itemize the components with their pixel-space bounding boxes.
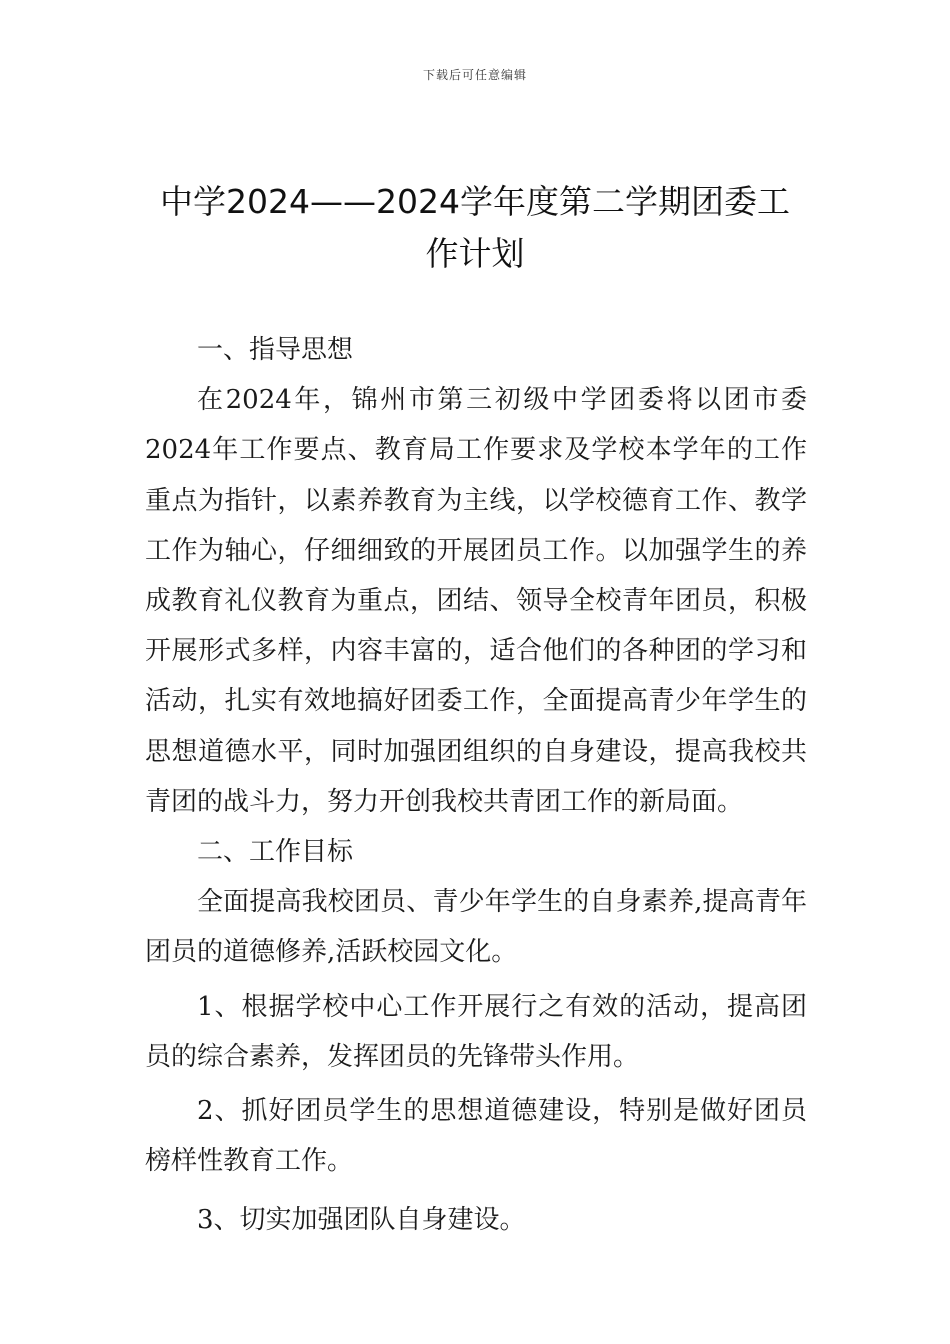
goal-item-1: 1、根据学校中心工作开展行之有效的活动，提高团员的综合素养，发挥团员的先锋带头作用。 <box>145 991 807 1072</box>
document-title: 中学2024——2024学年度第二学期团委工作计划 <box>160 182 790 273</box>
section-heading-work-goals: 二、工作目标 <box>197 837 354 868</box>
paragraph-guiding-ideology: 在2024年，锦州市第三初级中学团委将以团市委2024年工作要点、教育局工作要求及学校本学年的工作重点为指针，以素养教育为主线，以学校德育工作、教学工作为轴心，仔细细致的开展团员工作。以加强学生的养成教育礼仪教育为重点，团结、领导全校青年团员，积极开展形式多样，内容丰富的，适合他们的各种团的学习和活动，扎实有效地搞好团委工作，全面提高青少年学生的思想道德水平，同时加强团组织的自身建设，提高我校共青团的战斗力，努力开创我校共青团工作的新局面。 <box>145 385 807 817</box>
goal-item-3: 3、切实加强团队自身建设。 <box>197 1205 526 1236</box>
document-body <box>145 325 807 1246</box>
paragraph-work-goals: 全面提高我校团员、青少年学生的自身素养,提高青年团员的道德修养,活跃校园文化。 <box>145 887 807 968</box>
goal-item-2: 2、抓好团员学生的思想道德建设，特别是做好团员榜样性教育工作。 <box>145 1096 807 1177</box>
section-heading-guiding-ideology: 一、指导思想 <box>197 335 354 365</box>
header-note: 下载后可任意编辑 <box>422 68 527 82</box>
